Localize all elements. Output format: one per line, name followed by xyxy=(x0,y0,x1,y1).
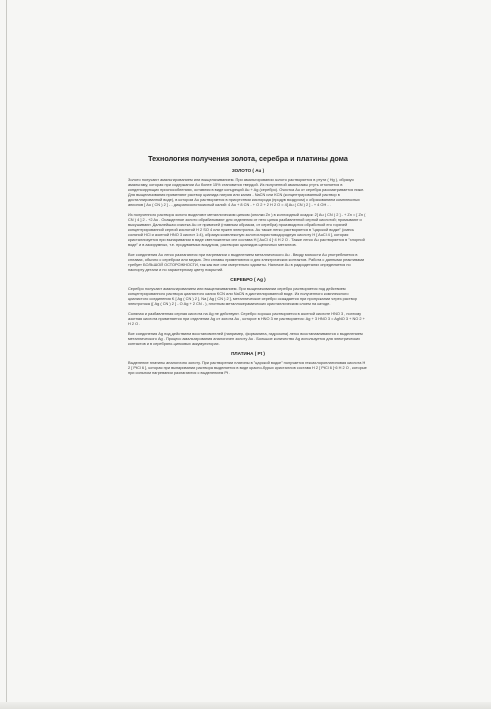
paragraph: Все соединения Au легко разлагаются при нагревании с выделением металлического Au . Ввиду мягкости Au употребляется в сплавах, обычно с серебром или медью. Эти сплавы применяются и для электрических контактов. Работа с данными реактивами требует БОЛЬШОЙ ОСТОРОЖНОСТИ, так как все они смертельно ядовиты. Наличие Au в радиодеталях определяется по паспорту детали и по характерному цвету покрытий. xyxy=(128,252,365,272)
section-gold xyxy=(128,168,368,272)
paragraph: Из полученного раствора золото выделяют металлическим цинком (опилки Zn ) в коллоидный осадок: 2[ Au ( CN ) 2 ] - + Zn = [ Zn ( CN ) 4 ] 2 - +2 Au . Осажденное золото обрабатывают для отделения от него цинка разбавленной серной кислотой; промывают и высушивают. Дальнейшая очистка Au от примесей (главным образом, от серебра) производится обработкой его горячей концентрированной серной кислотой H 2 SO 4 или нужен электролиз. Au также легко растворяется в "царской водке" (смесь соляной HCl и азотной HNO 3 кислот 1:4), образуя комплексную золотохлористоводородную кислоту H [ AuCl 4 ], которая кристаллизуется при выпаривании в виде светложелтых игл состава H [ AuCl 4 ]·4 H 2 O . Также легко Au растворяется в "хлорной воде" и в азоирумных, т.е. продуваемых воздухом, растворах цианидов щелочных металлов. xyxy=(128,212,366,247)
document-body xyxy=(128,154,368,380)
paragraph: Выделение платины аналогично золоту. При растворении платины в "царской водке" получается гексахлороплатиновая кислота H 2 [ PtCl 6 ], которая при выпаривании раствора выделяется в виде красно-бурых кристаллов состава H 2 [ PtCl 6 ]·6 H 2 O , которые при сильном нагревании разлагаются с выделением Pt . xyxy=(128,360,367,375)
page-edge-line xyxy=(6,0,7,709)
paragraph: Все соединения Ag под действием восстановителей (например, формалина, гидрозина) легко восстанавливаются с выделением металлического Ag . Процесс амальгирования аналогичен золоту Au . Большое количество Ag используется для электрических контактов и в серебряно-цинковых аккумуляторах. xyxy=(128,331,363,346)
paragraph: Серебро получают амальгированием или выщелачиванием. При выщелачивании серебро растворяется под действием концентрированного раствора цианистого калия KCN или NaCN в дистиллированной воде. Из полученного комплексного цианистого соединения K [ Ag ( CN ) 2 ], Na [ Ag ( CN ) 2 ], металлическое серебро осаждается при пропускании через раствор электротока ([ Ag ( CN ) 2 ] - О Ag + 2 CN - ), плотным металлокерамических кристаллическим слоем на катоде. xyxy=(128,286,357,306)
paragraph: Соляная и разбавленная серная кислота на Ag не действуют. Серебро хорошо растворяется в азотной кислоте HNO 3 , поэтому азотная кислота применяется при отделении Ag от золота Au , которое в HNO 3 не растворяется: Ag + 3 HNO 3 = AgNO 3 + NO 2 + H 2 O . xyxy=(128,311,365,326)
section-platinum xyxy=(128,351,368,375)
section-heading-gold: ЗОЛОТО ( Au ) xyxy=(231,168,265,173)
section-silver xyxy=(128,277,368,346)
section-heading-silver: СЕРЕБРО ( Ag ) xyxy=(230,277,266,282)
page-bottom-edge xyxy=(0,702,491,709)
document-title: Технология получения золота, серебра и платины дома xyxy=(148,154,348,163)
paragraph: Золото получают амальгированием или выщелачиванием. При амальгировании золото растворяется в ртути ( Hg ), образуя амальгаму, которая при содержании Au более 15% становится твердой. Из полученной амальгамы ртуть отгоняется в конденсирующих приспособлениях, оставляя в виде концреций Au + Ag (серебро). Очистка Au от серебра рассматривается ниже. Для выщелачивания применяют раствор цианида натрия или калия - NaCN или KCN (концентрированный раствор в дистиллированной воде), в котором Au растворяется в присутствии кислорода (продув воздухом) с образованием комплексных анионов [ Au ( CN ) 2 ] - - дицианозолотокислый калий: 4 Au + 8 CN - + O 2 + 2 H 2 O = 4[ Au ( CN ) 2 ] - + 4 OH - . xyxy=(128,177,365,207)
section-heading-platinum: ПЛАТИНА ( Pt ) xyxy=(231,351,265,356)
